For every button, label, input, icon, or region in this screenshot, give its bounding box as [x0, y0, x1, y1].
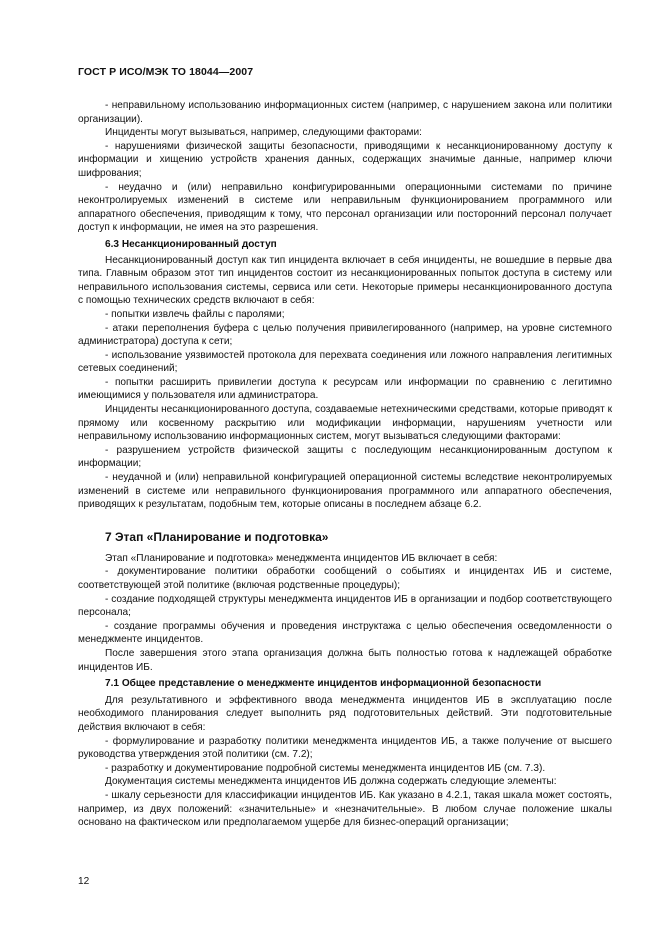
- paragraph: - попытки извлечь файлы с паролями;: [105, 308, 285, 320]
- paragraph: - разрушением устройств физической защиты с последующим несанкционированным доступом к информации;: [78, 444, 612, 470]
- paragraph: Несанкционированный доступ как тип инцидента включает в себя инциденты, не вошедшие в первые два типа. Главным образом этот тип инцидентов состоит из несанкционированных попыток доступа в систему или неправильного использования системы, сервиса или сети. Некоторые примеры несанкционированного доступа с помощью технических средств включают в себя:: [78, 254, 612, 307]
- paragraph: Документация системы менеджмента инцидентов ИБ должна содержать следующие элементы:: [105, 776, 557, 788]
- paragraph: - формулирование и разработку политики менеджмента инцидентов ИБ, а также получение от высшего руководства утверждения этой политики (см. 7.2);: [78, 735, 612, 761]
- paragraph: - неудачной и (или) неправильной конфигурацией операционной системы вследствие неконтролируемых изменений в системе или неправильного функционирования программного или аппаратного обеспечения, приводящих к результатам, подобным тем, которые описаны в последнем абзаце 6.2.: [78, 472, 612, 511]
- section-heading-7: 7 Этап «Планирование и подготовка»: [105, 529, 329, 544]
- paragraph: - документирование политики обработки сообщений о событиях и инцидентах ИБ и системе, соответствующей этой политике (включая родственные процедуры);: [78, 566, 612, 591]
- paragraph: Для результативного и эффективного ввода менеджмента инцидентов ИБ в эксплуатацию после необходимого планирования следует выполнить ряд подготовительных действий. Эти подготовительные действия включают в себя:: [78, 694, 612, 733]
- paragraph: Инциденты несанкционированного доступа, создаваемые нетехническими средствами, которые приводят к прямому или косвенному раскрытию или модификации информации, нарушениям учетности или неправильному использованию информационных систем, могут вызываться следующими факторами:: [78, 404, 612, 443]
- paragraph: - разработку и документирование подробной системы менеджмента инцидентов ИБ (см. 7.3).: [105, 762, 546, 774]
- section-heading-7-1: 7.1 Общее представление о менеджменте инцидентов информационной безопасности: [105, 678, 542, 690]
- paragraph: - попытки расширить привилегии доступа к ресурсам или информации по сравнению с легитимно имеющимися у пользователя или администратора.: [78, 376, 612, 402]
- paragraph: - нарушениями физической защиты безопасности, приводящими к несанкционированному доступу к информации и хищению устройств хранения данных, содержащих значимые данные, например ключи шифрования;: [78, 140, 612, 179]
- paragraph: - неудачно и (или) неправильно конфигурированными операционными системами по причине неконтролируемых изменений в системе или неправильным функционированием программного или аппаратного обеспечения, приводящим к тому, что персонал организации или посторонний персонал получает доступ к информации, не имея на это разрешения.: [78, 181, 612, 234]
- document-body: [78, 99, 612, 830]
- paragraph: - шкалу серьезности для классификации инцидентов ИБ. Как указано в 4.2.1, такая шкала может состоять, например, из двух положений: «значительные» и «незначительные». В любом случае положение шкалы основано на фактическом или предполагаемом ущербе для бизнес-операций организации;: [78, 789, 612, 829]
- paragraph: - использование уязвимостей протокола для перехвата соединения или ложного направления легитимных сетевых соединений;: [78, 349, 612, 375]
- paragraph: - создание подходящей структуры менеджмента инцидентов ИБ в организации и подбор соответствующего персонала;: [78, 593, 612, 619]
- section-heading-6-3: 6.3 Несанкционированный доступ: [105, 238, 277, 250]
- paragraph: - неправильному использованию информационных систем (например, с нарушением закона или политики организации).: [78, 100, 612, 125]
- document-header: ГОСТ Р ИСО/МЭК ТО 18044—2007: [78, 66, 254, 78]
- paragraph: Инциденты могут вызываться, например, следующими факторами:: [105, 127, 422, 139]
- paragraph: - атаки переполнения буфера с целью получения привилегированного (например, на уровне системного администратора) доступа к сети;: [78, 322, 612, 348]
- paragraph: Этап «Планирование и подготовка» менеджмента инцидентов ИБ включает в себя:: [105, 552, 498, 564]
- paragraph: - создание программы обучения и проведения инструктажа с целью обеспечения осведомленности о менеджменте инцидентов.: [78, 620, 612, 646]
- paragraph: После завершения этого этапа организация должна быть полностью готова к надлежащей обработке инцидентов ИБ.: [78, 647, 612, 673]
- page-number: 12: [78, 876, 90, 887]
